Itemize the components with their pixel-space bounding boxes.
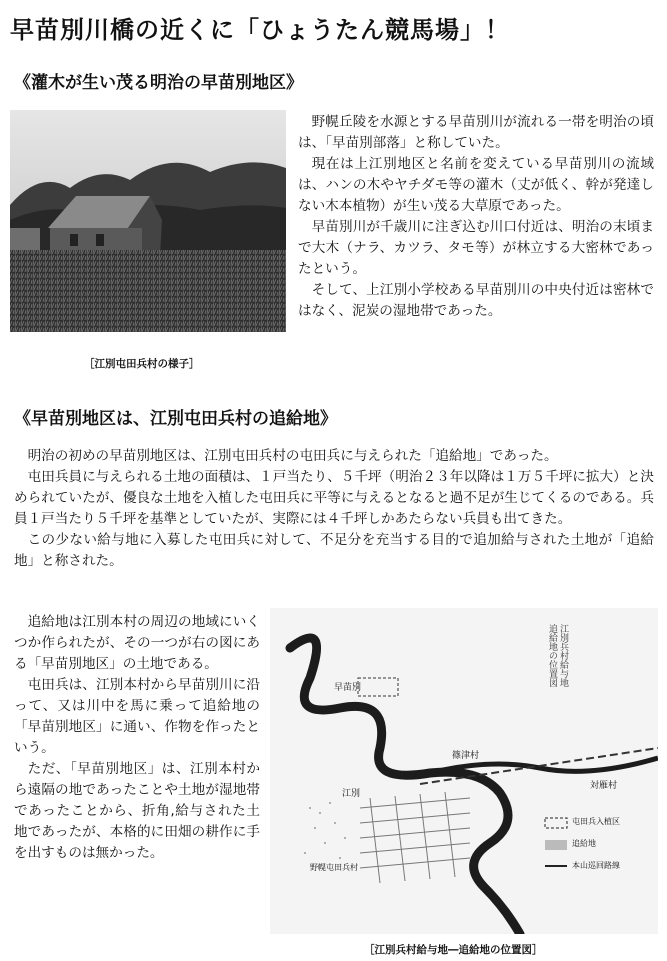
section1-paragraph: 現在は上江別地区と名前を変えている早苗別川の流域は、ハンの木やヤチダモ等の灌木（丈が低く、幹が発達しない木本植物）が生い茂る大草原であった。 xyxy=(298,156,654,214)
section1-heading: 《灌木が生い茂る明治の早苗別地区》 xyxy=(14,73,303,93)
section2-paragraph: 明治の初めの早苗別地区は、江別屯田兵村の屯田兵に与えられた「追給地」であった。 xyxy=(27,448,558,464)
settlement-photo xyxy=(10,110,286,332)
map-title-line: 江別兵村給与地 xyxy=(558,624,568,687)
settlement-photo-image xyxy=(10,110,286,332)
map-label-shinotsu: 篠津村 xyxy=(452,751,480,761)
section2-left-paragraph: 追給地は江別本村の周辺の地域にいくつか作られたが、その一つが右の図にある「早苗別地区」の土地である。 xyxy=(14,614,260,672)
map-title xyxy=(508,624,568,804)
section1-paragraph: 野幌丘陵を水源とする早苗別川が流れる一帯を明治の頃は、「早苗別部落」と称していた。 xyxy=(298,114,654,151)
section2-left-paragraph: 屯田兵は、江別本村から早苗別川に沿って、又は川中を馬に乗って追給地の「早苗別地区」に通い、作物を作ったという。 xyxy=(14,677,260,756)
map-caption: ［江別兵村給与地―追給地の位置図］ xyxy=(364,944,543,956)
map-title-line: 追給地の位置図 xyxy=(547,624,557,687)
section2-left-paragraph: ただ、「早苗別地区」は、江別本村から遠隔の地であったことや土地が湿地帯であったことから、折角,給与された土地であったが、本格的に田畑の耕作に手を出すものは無かった。 xyxy=(14,761,260,861)
map-label-nopporo: 野幌屯田兵村 xyxy=(310,863,358,872)
map-label-tsuishikari: 対雁村 xyxy=(590,781,618,791)
section2-left-text xyxy=(14,612,260,864)
section2-text xyxy=(14,446,654,572)
section2-paragraph: 屯田兵員に与えられる土地の面積は、１戸当たり、５千坪（明治２３年以降は１万５千坪に拡大）と決められていたが、優良な土地を入植した屯田兵に平等に与えるとなると過不足が生じてくるのである。兵員１戸当たり５千坪を基準としていたが、実際には４千坪しかあたらない兵員も出てきた。 xyxy=(14,469,654,527)
location-map-image xyxy=(270,608,658,934)
location-map xyxy=(270,608,658,934)
photo-caption: ［江別屯田兵村の様子］ xyxy=(84,358,200,370)
map-legend-item: 屯田兵入植区 xyxy=(572,817,620,826)
section2-heading: 《早苗別地区は、江別屯田兵村の追給地》 xyxy=(14,409,337,429)
map-legend-item: 本山巡回路線 xyxy=(572,861,620,870)
section1-paragraph: 早苗別川が千歳川に注ぎ込む川口付近は、明治の末頃まで大木（ナラ、カツラ、タモ等）が林立する大密林であったという。 xyxy=(298,219,654,277)
map-label-sanae: 早苗別 xyxy=(334,683,362,693)
map-legend-item: 追給地 xyxy=(572,839,596,848)
section1-paragraph: そして、上江別小学校ある早苗別川の中央付近は密林ではなく、泥炭の湿地帯であった。 xyxy=(298,282,654,319)
map-label-ebetsu: 江別 xyxy=(342,789,361,799)
page-title: 早苗別川橋の近くに「ひょうたん競馬場」！ xyxy=(10,16,510,44)
section2-paragraph: この少ない給与地に入募した屯田兵に対して、不足分を充当する目的で追加給与された土地が「追給地」と称された。 xyxy=(14,532,654,569)
section1-text xyxy=(298,112,654,322)
